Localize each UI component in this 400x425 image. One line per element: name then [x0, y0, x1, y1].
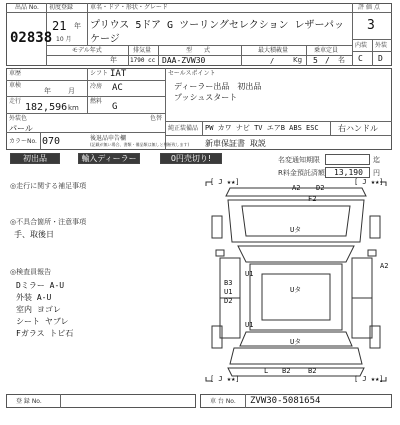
exterior-color-value: パール — [9, 124, 33, 133]
sales-points-label: セールスポイント — [168, 70, 216, 77]
shift-value: IAT — [110, 69, 127, 79]
exterior-color-label: 外装色 — [9, 115, 28, 122]
handle-value: 右ハンドル — [338, 124, 378, 133]
damage-b2-b: B2 — [308, 367, 317, 375]
capacity-value: 5 — [313, 56, 318, 65]
displacement-label: 排気量 — [133, 47, 152, 54]
car-name-line1: プリウス 5ドア G ツーリングセレクション レザーパッ — [90, 20, 345, 31]
displacement-value: 1790 cc — [130, 57, 156, 64]
first-registration-month: 10 月 — [56, 36, 72, 43]
damage-f2: F2 — [308, 195, 317, 203]
ac-label: 冷房 — [90, 83, 103, 90]
exterior-label: 外装 — [375, 42, 388, 49]
inspector-line-1: Dミラー A-U — [16, 281, 65, 290]
score-label: 評 価 点 — [358, 4, 380, 11]
equipment-value: PW カワ ナビ TV エアB ABS ESC — [205, 124, 319, 132]
inspector-heading: ◎検査員報告 — [10, 268, 52, 276]
car-name-label: 車名・ドア・形状・グレード — [90, 4, 168, 11]
diagram-top-left-note: [ J ★★] — [210, 178, 240, 186]
sales-point-2: プッシュスタート — [174, 93, 238, 102]
registration-label: 登 録 No. — [16, 398, 42, 405]
model-year-unit: 年 — [110, 56, 117, 64]
sales-point-1: ディーラー出品 初出品 — [174, 82, 262, 91]
inspection-month: 月 — [68, 87, 75, 95]
first-registration-year: 21 — [52, 19, 67, 33]
inspection-label: 車検 — [9, 82, 22, 89]
recycle-label: R料金預託済額 — [278, 169, 325, 177]
damage-a2-right: A2 — [380, 262, 389, 270]
defect-body: 手、取後日 — [14, 230, 54, 239]
capacity-label: 乗車定員 — [314, 47, 339, 54]
recall-note: (記載が無い場合、書類・備品類は無しと判断致します) — [90, 142, 190, 147]
inspector-line-3: 室内 ヨゴレ — [16, 305, 61, 314]
recycle-unit: 円 — [373, 169, 380, 177]
diagram-bottom-left-note: [ J ★★] — [210, 375, 240, 383]
damage-a2-front: A2 — [292, 184, 301, 192]
interior-label: 内装 — [355, 42, 368, 49]
defect-heading: ◎不具合箇所・注意事項 — [10, 218, 87, 226]
fuel-label: 燃料 — [90, 98, 103, 105]
recall-label: 後退品申告欄 — [90, 135, 127, 142]
chassis-label: 車 台 No. — [210, 398, 236, 405]
inspector-line-4: シート ヤブレ — [16, 317, 69, 326]
mileage-unit: km — [68, 104, 79, 112]
damage-u1-rear: U1 — [245, 321, 254, 329]
expiry-unit: 迄 — [373, 156, 380, 164]
driving-notes-heading: ◎走行に関する補足事項 — [10, 182, 87, 190]
damage-u1-side: U1 — [224, 288, 233, 296]
damage-d2-side: D2 — [224, 297, 233, 305]
inspector-line-5: Fガラス トビ石 — [16, 329, 74, 338]
capacity-separator: / — [325, 56, 330, 65]
vehicle-history-label: 車歴 — [9, 70, 22, 77]
shift-label: シフト — [90, 70, 109, 77]
damage-l: L — [264, 367, 269, 375]
damage-u-front: Uタ — [290, 226, 302, 234]
model-year-label: モデル年式 — [72, 47, 102, 54]
damage-d2-front: D2 — [316, 184, 325, 192]
ac-value: AC — [112, 83, 123, 93]
damage-u-center: Uタ — [290, 286, 302, 294]
color-number-value: 070 — [42, 136, 61, 147]
type-value: DAA-ZVW30 — [162, 56, 206, 65]
lot-number: 02838 — [10, 30, 53, 46]
inspection-year: 年 — [44, 87, 51, 95]
fuel-value: G — [112, 102, 118, 112]
max-load-value: / — [270, 57, 275, 65]
car-name-line2: ケージ — [90, 34, 120, 45]
damage-u-rear: Uタ — [290, 338, 302, 346]
first-registration-year-unit: 年 — [74, 22, 81, 30]
capacity-unit: 名 — [338, 56, 345, 64]
mileage-label: 走行 — [9, 98, 22, 105]
chassis-number: ZVW30-5081654 — [250, 396, 321, 406]
max-load-unit: Kg — [293, 56, 303, 64]
import-dealer-badge: 輸入ディーラー — [78, 153, 140, 164]
equipment-label: 純正装備品 — [168, 125, 199, 132]
diagram-top-right-note: [ J ★★] — [354, 178, 384, 186]
expiry-label: 名変通知期限 — [278, 156, 320, 164]
color-change-label: 色替 — [150, 115, 163, 122]
sold-today-badge: 0円売切り! — [160, 153, 222, 164]
recycle-value: 13,190 — [334, 168, 363, 177]
warranty-value: 新車保証書 取説 — [205, 139, 266, 148]
score-value: 3 — [367, 18, 375, 33]
expiry-box — [325, 154, 370, 165]
lot-label: 出品 No. — [15, 4, 39, 11]
color-number-label: カラーNo. — [9, 138, 37, 145]
first-registration-label: 初度登録 — [49, 4, 74, 11]
first-listing-badge: 初出品 — [10, 153, 60, 164]
type-label: 型 式 — [186, 47, 211, 54]
exterior-grade: D — [378, 54, 383, 63]
mileage-value: 182,596 — [25, 102, 68, 113]
damage-b3: B3 — [224, 279, 233, 287]
damage-b2-a: B2 — [282, 367, 291, 375]
interior-grade: C — [358, 54, 363, 63]
max-load-label: 最大積載量 — [258, 47, 289, 54]
damage-u1-upper: U1 — [245, 270, 254, 278]
diagram-bottom-right-note: [ J ★★] — [354, 375, 384, 383]
inspector-line-2: 外装 A-U — [16, 293, 52, 302]
